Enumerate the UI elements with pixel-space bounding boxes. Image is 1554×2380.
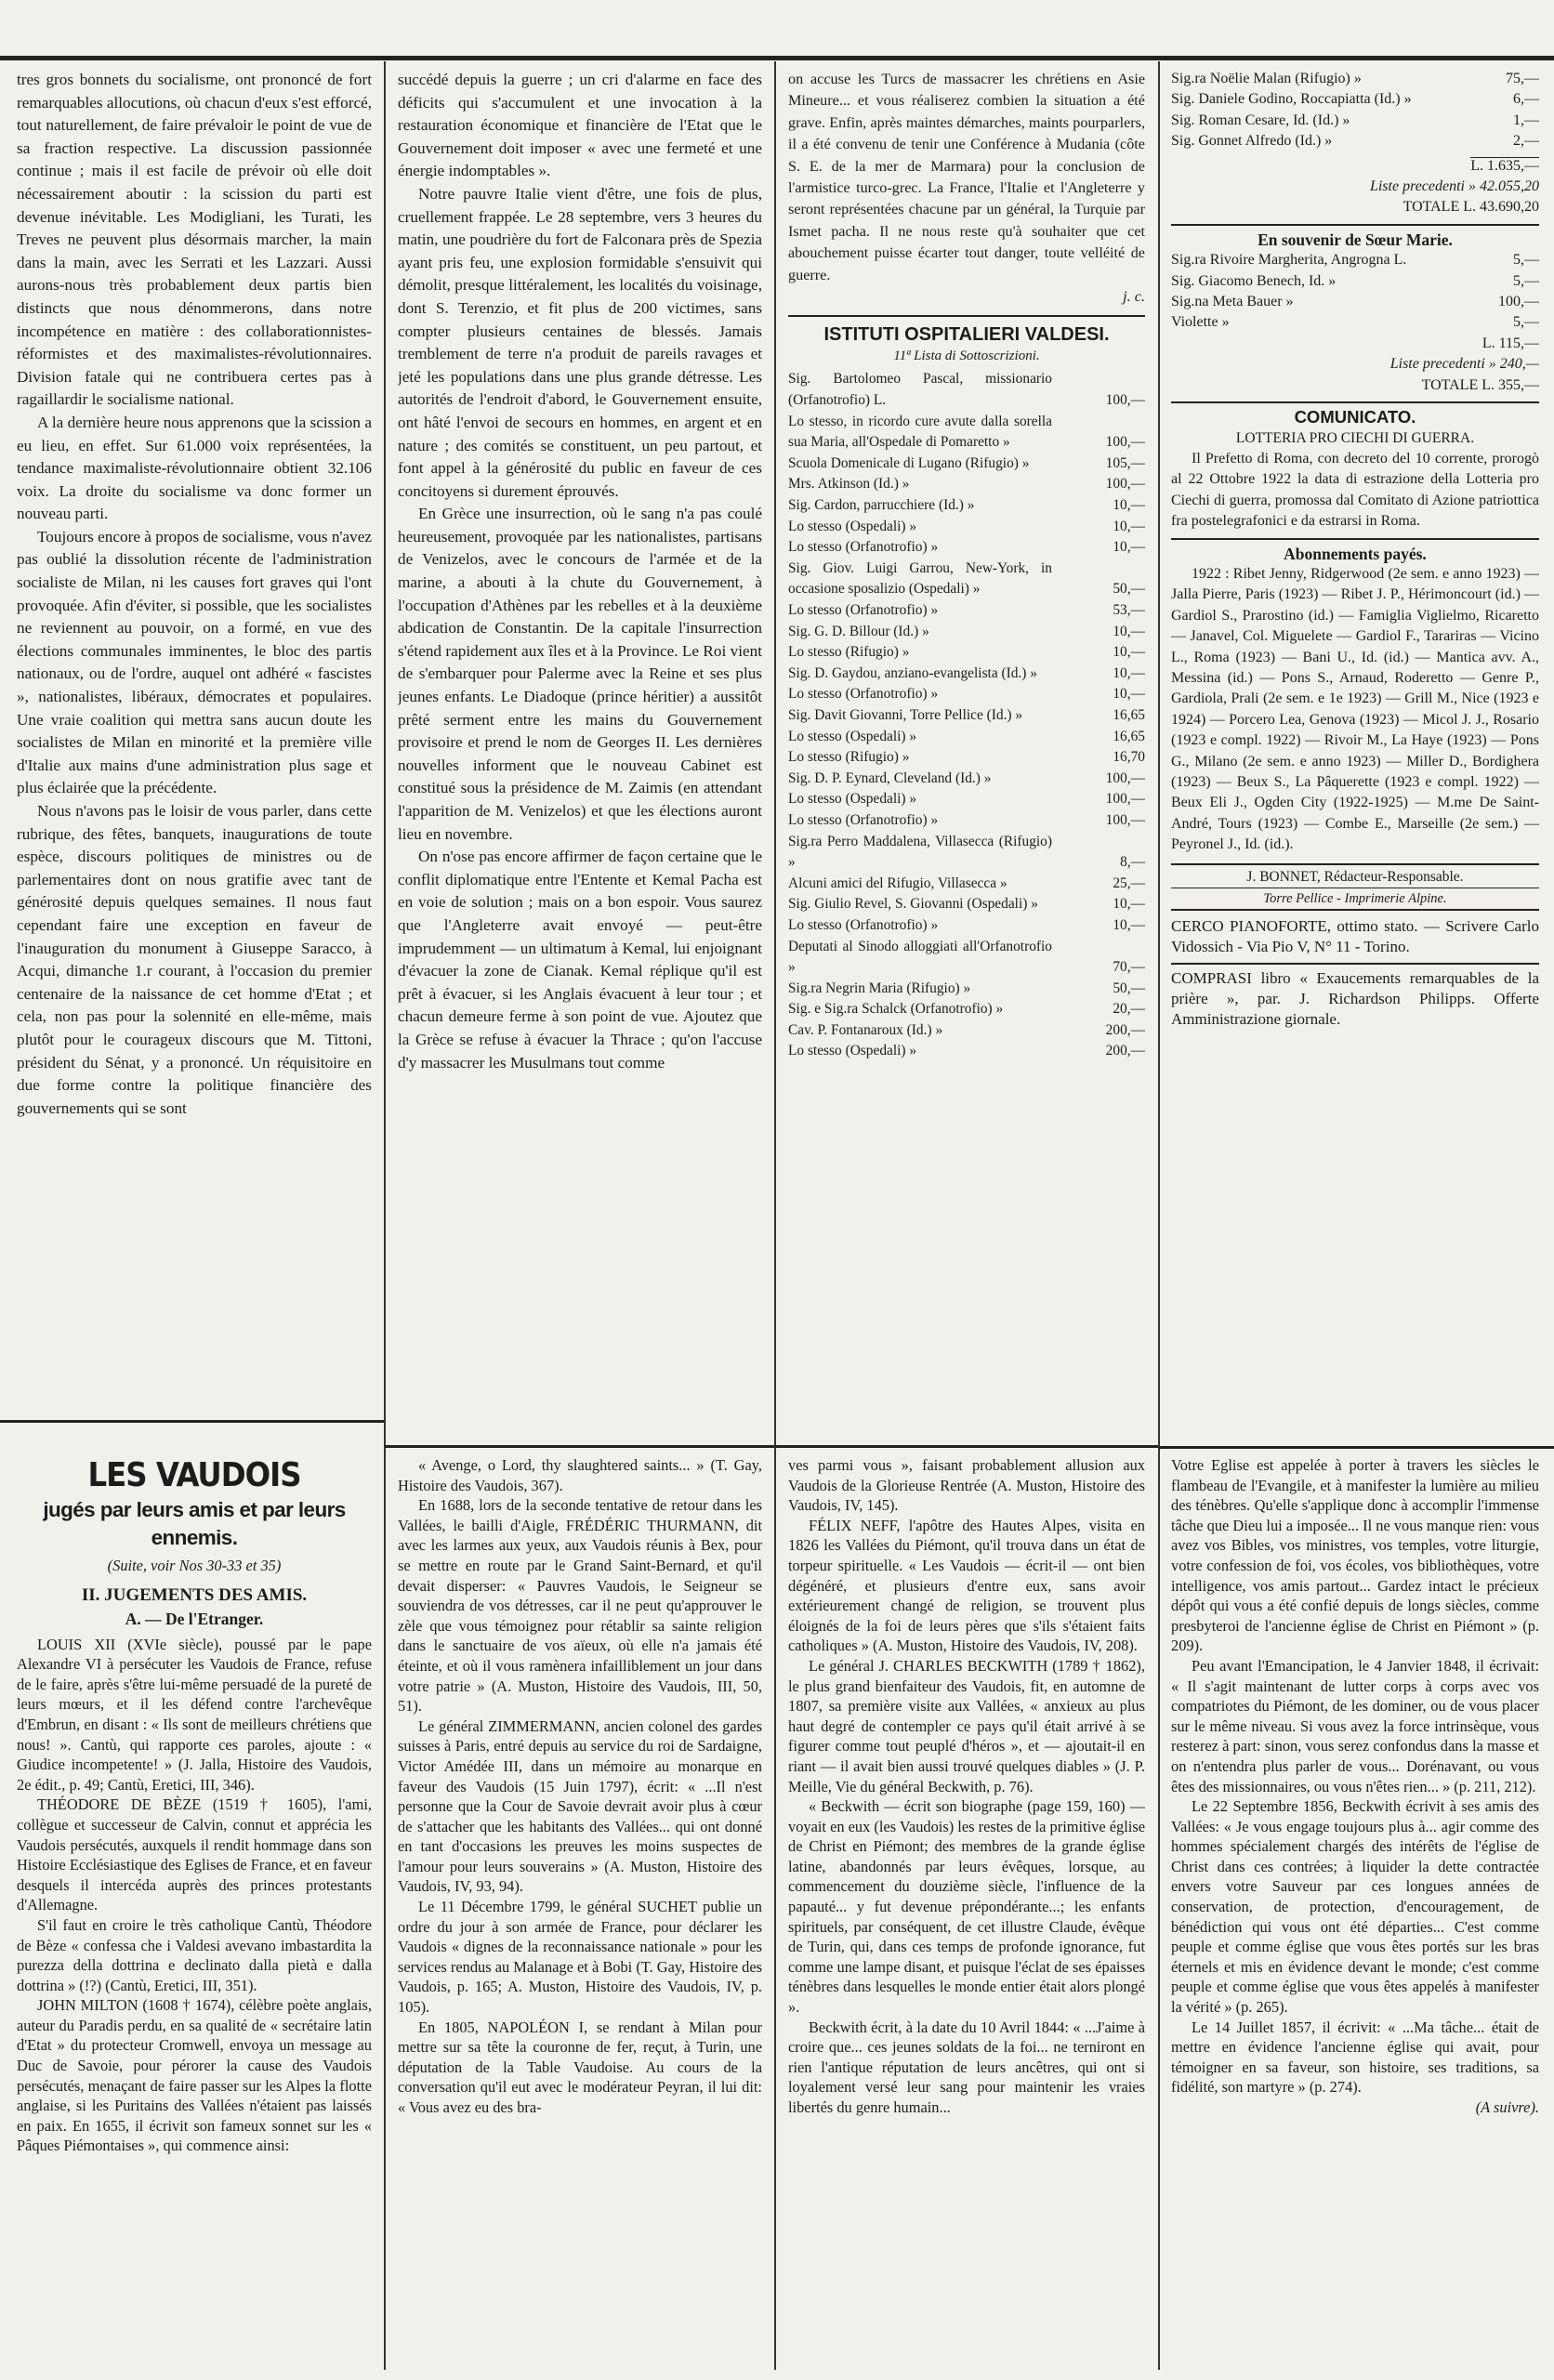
donation-list	[788, 369, 1145, 1062]
paragraph: FÉLIX NEFF, l'apôtre des Hautes Alpes, visita en 1826 les Vallées du Piémont, qu'il trouva dans un état de torpeur spirituelle. « Les Vaudois — écrit-il — ont bien dégénéré, et plusieurs d'entre eux, sans avoir extérieurement changé de religion, se trouvent plus éloignés de la foi de leurs pères que s'ils s'étaient faits catholiques » (A. Muston, Histoire des Vaudois, IV, 208).	[788, 1516, 1145, 1655]
column-rule	[774, 61, 776, 1455]
donation-amount: 75,—	[1506, 71, 1539, 86]
total-value: 43.690,20	[1480, 199, 1539, 216]
donor-name: Sig. Giov. Luigi Garrou, New-York, in occasione sposalizio (Ospedali) »	[788, 559, 1052, 598]
vaudois-column-1	[17, 1455, 372, 2366]
donor-name: Deputati al Sinodo alloggiati all'Orfanotrofio »	[788, 938, 1052, 976]
vaudois-column-2	[398, 1455, 762, 2366]
section-rule	[1159, 1446, 1554, 1449]
paragraph: Peu avant l'Emancipation, le 4 Janvier 1848, il écrivait: « Il s'agit maintenant de lutter corps à corps avec vos compatriotes du Piémont, de les dominer, ou de vous placer sur le même niveau. Si vous avez la force intrinsèque, vous resterez à part: sinon, vous serez confondus dans la masse et on n'entendra plus parler de vous... Dorénavant, ou vous êtes des missionnaires, ou vous n'êtes rien... » (p. 211, 212).	[1171, 1656, 1539, 1795]
vaudois-subtitle: jugés par leurs amis et par leurs ennemis.	[43, 1498, 346, 1549]
donor-name: Cav. P. Fontanaroux (Id.) »	[788, 1021, 943, 1038]
donation-row	[788, 622, 1145, 643]
donation-amount: 5,—	[1513, 314, 1539, 331]
previous-value: 240,—	[1499, 356, 1539, 373]
donor-name: Sig. Davit Giovanni, Torre Pellice (Id.) »	[788, 706, 1023, 723]
column-rule	[1158, 61, 1160, 1455]
donor-name: Sig. Daniele Godino, Roccapiatta (Id.) »	[1171, 91, 1412, 108]
donation-row	[788, 894, 1145, 915]
donation-amount: 20,—	[1113, 1001, 1145, 1018]
istituti-subtitle: 11ª Lista di Sottoscrizioni.	[893, 348, 1040, 364]
donation-amount: 105,—	[1105, 454, 1145, 471]
donor-name: Sig.ra Perro Maddalena, Villasecca (Rifugio) »	[788, 833, 1052, 871]
donation-amount: 10,—	[1113, 518, 1145, 534]
donor-name: Sig.ra Noëlie Malan (Rifugio) »	[1171, 71, 1362, 86]
donor-name: Sig.ra Rivoire Margherita, Angrogna L.	[1171, 252, 1407, 269]
donation-row	[788, 559, 1145, 600]
paragraph: THÉODORE DE BÈZE (1519 † 1605), l'ami, collègue et successeur de Calvin, connut et apprécia les Vaudois persécutés, auxquels il rendit hommage dans son Histoire Ecclésiastique des Eglises de France, et en faveur desquels il intercéda auprès des princes protestants d'Allemagne.	[17, 1795, 372, 1914]
donation-amount: 6,—	[1513, 91, 1539, 108]
donation-amount: 200,—	[1105, 1021, 1145, 1038]
donor-name: Lo stesso (Orfanotrofio) »	[788, 686, 939, 703]
donor-name: Sig. D. Gaydou, anziano-evangelista (Id.) »	[788, 664, 1037, 681]
printer-line: Torre Pellice - Imprimerie Alpine.	[1171, 888, 1539, 911]
paragraph: Le 11 Décembre 1799, le général SUCHET publie un ordre du jour à son armée de France, pour déclarer les Vaudois « dignes de la reconnaissance nationale » pour les services rendus au Malanage et à Bobi (T. Gay, Histoire des Vaudois, p. 165; A. Muston, Histoire des Vaudois, IV, p. 105).	[398, 1898, 762, 2017]
donation-row	[788, 1020, 1145, 1042]
donation-amount: 8,—	[1120, 854, 1145, 871]
donation-row	[1171, 111, 1539, 131]
donor-name: Lo stesso (Rifugio) »	[788, 644, 910, 661]
paragraph: Le général J. CHARLES BECKWITH (1789 † 1862), le plus grand bienfaiteur des Vaudois, fit, en automne de 1807, sa première visite aux Vallées, « anxieux au plus haut degré de contempler ce pays qu'il était arrivé à se figurer comme tout peuplé d'héros », et — ajoutait-il en riant — il avait bien aussi trouvé quelques diables » (J. P. Meille, Vie du général Beckwith, p. 76).	[788, 1656, 1145, 1795]
donation-amount: 100,—	[1105, 434, 1145, 451]
donation-amount: 10,—	[1113, 664, 1145, 681]
total-label: TOTALE L.	[1403, 199, 1476, 216]
donation-amount: 100,—	[1498, 294, 1539, 310]
donation-row	[788, 747, 1145, 769]
donation-row	[1171, 312, 1539, 333]
donation-row	[788, 600, 1145, 622]
donation-row	[788, 832, 1145, 874]
top-rule	[0, 56, 1554, 60]
donation-amount: 25,—	[1113, 874, 1145, 891]
donation-amount: 10,—	[1113, 644, 1145, 661]
previous-value: 42.055,20	[1480, 178, 1539, 195]
total-label: TOTALE L.	[1421, 376, 1495, 393]
donation-amount: 5,—	[1513, 252, 1539, 269]
donor-name: Alcuni amici del Rifugio, Villasecca »	[788, 874, 1007, 891]
donation-row	[788, 874, 1145, 895]
donation-row	[788, 684, 1145, 705]
donation-amount: 10,—	[1113, 896, 1145, 913]
abonnements-text: 1922 : Ribet Jenny, Ridgerwood (2e sem. e anno 1923) — Jalla Pierre, Paris (1923) — Ribet J. P., Hérimoncourt (id.) — Gardiol S., Prarostino (id.) — Famiglia Viglielmo, Ricaretto — Janavel, Col. Miguelete — Gardiol F., Tarariras — Vicino L., Roma (1923) — Bani U., Id. (id.) — Mantica avv. A., Messina (id.) — Pons S., Arnaud, Roderetto — Genre P., Gardiola, Prali (2e sem. e 1e 1923) — Grill M., Nice (1923 e 1924) — Porcero Lea, Genova (1923) — Micol J. J., Rosario (1923 e compl. 1922) — Rivoir M., La Haye (1923) — Pons G., Milano (2e sem. e anno 1923) — Miller D., Bordighera (1923) — Beux S., La Pâquerette (1923 e compl. 1922) — Beux Eli J., Ogden City (1922-1925) — M.me De Saint-André, Tours (1923) — Combe E., Marseille (2e sem.) — Peyronel J., Id. (id.).	[1171, 565, 1539, 853]
donation-amount: 10,—	[1113, 686, 1145, 703]
donor-name: Violette »	[1171, 314, 1230, 331]
donation-amount: 10,—	[1113, 497, 1145, 514]
donation-list	[1171, 69, 1539, 152]
donor-name: Sig. Gonnet Alfredo (Id.) »	[1171, 133, 1333, 150]
paragraph: Le général ZIMMERMANN, ancien colonel des gardes suisses à Paris, entré depuis au service du roi de Sardaigne, Victor Amédée III, dans un mémoire au monarque en faveur des Vaudois (15 Juin 1797), écrit: « ...Il n'est personne que la Cour de Savoie devrait avoir plus à cœur de s'attacher que les habitants des Vallées... qui ont donné en tant d'occasions les preuves les moins suspectes de l'amour pour leurs souverains » (A. Muston, Histoire des Vaudois, IV, 93, 94).	[398, 1716, 762, 1896]
news-column-2	[398, 69, 762, 1442]
donor-name: Lo stesso (Orfanotrofio) »	[788, 916, 939, 933]
column-rule	[384, 1450, 386, 2370]
subtotal: L. 1.635,—	[1470, 157, 1539, 174]
news-column-4	[1171, 69, 1539, 1442]
donor-name: Sig.ra Negrin Maria (Rifugio) »	[788, 980, 971, 996]
donor-name: Lo stesso (Ospedali) »	[788, 518, 917, 534]
donation-row	[788, 517, 1145, 538]
abonnements-title: Abonnements payés.	[1284, 544, 1427, 563]
section-heading: II. JUGEMENTS DES AMIS.	[81, 1584, 308, 1605]
column-rule	[774, 1450, 776, 2370]
donation-row	[1171, 292, 1539, 312]
donation-row	[788, 454, 1145, 475]
donation-row	[788, 642, 1145, 664]
donor-name: Sig. Bartolomeo Pascal, missionario (Orfanotrofio) L.	[788, 371, 1052, 409]
donor-name: Lo stesso (Orfanotrofio) »	[788, 811, 939, 828]
section-rule	[775, 1445, 1158, 1448]
donation-row	[1171, 250, 1539, 270]
donation-amount: 200,—	[1105, 1043, 1145, 1059]
paragraph: Nous n'avons pas le loisir de vous parler, dans cette rubrique, des fêtes, banquets, inaugurations de toute espèce, discours politiques de ministres ou de parlementaires dont on nous gratifie avec tant de générosité depuis quelques semaines. Il nous faut cependant faire une exception en faveur de l'inauguration du monument à Giuseppe Saracco, à Acqui, dimanche 1.r courant, à l'occasion du premier centenaire de la naissance de cet homme d'Etat ; et cela, non pas pour la solennité en elle-même, mais plutôt pour le courageux discours que M. Tittoni, président du Sénat, y a prononcé. Un réquisitoire en due forme contre la politique financière des gouvernements qui se sont	[17, 802, 372, 1117]
donation-amount: 16,65	[1113, 728, 1145, 744]
donor-name: Sig. Giacomo Benech, Id. »	[1171, 272, 1337, 289]
donation-amount: 53,—	[1113, 602, 1145, 618]
paragraph: succédé depuis la guerre ; un cri d'alarme en face des déficits qui s'accumulent et une invocation à la restauration économique et financière de l'Etat que le Gouvernement doit imposer « avec une fermeté et une énergie indomptables ».	[398, 71, 762, 180]
book-ad: COMPRASI libro « Exaucements remarquables de la prière », par. J. Richardson Philipps. Offerte Amministrazione giornale.	[1171, 963, 1539, 1030]
istituti-title: ISTITUTI OSPITALIERI VALDESI.	[823, 324, 1110, 346]
piano-ad: CERCO PIANOFORTE, ottimo stato. — Scrivere Carlo Vidossich - Via Pio V, N° 11 - Torino.	[1171, 917, 1539, 956]
paragraph: tres gros bonnets du socialisme, ont prononcé de fort remarquables allocutions, où chacun d'eux s'est efforcé, tout naturellement, de faire prévaloir le point de vue de sa fraction respective. La discussion passionnée continue ; mais il est facile de prévoir où elle doit nécessairement aboutir : la scission du parti est devenue inévitable. Les Modigliani, les Turati, les Treves ne peuvent plus désormais marcher, la main dans la main, avec les Serrati et les Lazzari. Aussi aurons-nous très probablement deux partis bien distincts que nous dénommerons, dans notre incompétence en matière : des collaborationnistes-réformistes et des maximalistes-révolutionnaires. Division fatale qui ne contribuera certes pas à ragaillardir le socialisme national.	[17, 71, 372, 409]
column-rule	[384, 61, 386, 1455]
donation-amount: 1,—	[1513, 112, 1539, 128]
comunicato-subtitle: LOTTERIA PRO CIECHI DI GUERRA.	[1235, 429, 1475, 446]
donation-row	[788, 705, 1145, 727]
donation-amount: 2,—	[1513, 133, 1539, 150]
total-value: 355,—	[1498, 376, 1539, 393]
section-rule	[385, 1445, 774, 1448]
donation-amount: 100,—	[1105, 811, 1145, 828]
editor-line: J. BONNET, Rédacteur-Responsable.	[1246, 868, 1464, 885]
donation-amount: 50,—	[1113, 980, 1145, 996]
paragraph: Votre Eglise est appelée à porter à travers les siècles le flambeau de l'Evangile, et à manifester la lumière au milieu des ténèbres. Qu'elle s'applique donc à accomplir l'immense tâche que Dieu lui a imposée... Il ne vous manque rien: vous avez vos Bibles, vos ministres, vos temples, votre liturgie, votre confession de foi, vos écoles, vos bibliothèques, votre intelligence, vos amis partout... Gardez intact le précieux dépôt qui vous a été confié depuis de longs siècles, comme presbyteroi de l'ancienne église de Christ en Piémont » (p. 209).	[1171, 1456, 1539, 1655]
donation-row	[788, 537, 1145, 559]
paragraph: « Beckwith — écrit son biographe (page 159, 160) — voyait en eux (les Vaudois) les restes de la primitive église de Christ en Piémont; des membres de la grande église latine, abandonnés par leurs évêques, lorsque, au commencement du douzième siècle, l'influence de la papauté... y fut devenue prépondérante...; les enfants spirituels, par conséquent, de cet illustre Claude, évêque de Turin, qui, dans ces temps de profonde ignorance, fut comme une lampe disant, et puisque l'éclat de ses épaisses ténèbres dans lesquelles le monde entier était alors plongé ».	[788, 1797, 1145, 2017]
donor-name: Sig. Cardon, parrucchiere (Id.) »	[788, 497, 975, 514]
donor-name: Lo stesso (Ospedali) »	[788, 1043, 917, 1059]
donation-row	[788, 769, 1145, 790]
donor-name: Sig. Giulio Revel, S. Giovanni (Ospedali) »	[788, 896, 1038, 913]
donation-amount: 5,—	[1513, 272, 1539, 289]
donor-name: Sig.na Meta Bauer »	[1171, 294, 1294, 310]
donor-name: Lo stesso (Rifugio) »	[788, 749, 910, 766]
donation-amount: 100,—	[1105, 769, 1145, 786]
paragraph: on accuse les Turcs de massacrer les chrétiens en Asie Mineure... et vous réaliserez combien la situation a été grave. Enfin, après maintes démarches, maints pourparlers, il a été convenu de tenir une Conférence à Mudania (côte S. E. de la mer de Marmara) pour la conclusion de l'armistice turco-grec. La France, l'Italie et l'Angleterre y seront représentées chacune par un général, la Turquie par Ismet pacha. Il ne nous reste qu'à souhaiter que cet abouchement puisse écarter tout danger, toute velléité de guerre.	[788, 71, 1145, 283]
donation-row	[788, 727, 1145, 748]
news-column-1	[17, 69, 372, 1416]
vaudois-continuation: (Suite, voir Nos 30-33 et 35)	[107, 1557, 282, 1574]
section-rule	[0, 1420, 384, 1423]
donation-list	[1171, 250, 1539, 334]
paragraph: En 1805, NAPOLÉON I, se rendant à Milan pour mettre sur sa tête la couronne de fer, reçut, à Turin, une députation de la Table Vaudoise. Au cours de la conversation qu'il eut avec le modérateur Peyran, il lui dit: « Vous avez eu des bra-	[398, 2018, 762, 2116]
paragraph: Le 14 Juillet 1857, il écrivit: « ...Ma tâche... était de mettre en évidence l'ancienne église qui avait, pour témoigner en sa faveur, son histoire, ses traditions, sa fidélité, son martyre » (p. 274).	[1171, 2018, 1539, 2097]
donor-name: Lo stesso (Orfanotrofio) »	[788, 539, 939, 556]
column-rule	[1158, 1450, 1160, 2370]
donor-name: Lo stesso, in ricordo cure avute dalla sorella sua Maria, all'Ospedale di Pomaretto »	[788, 413, 1052, 451]
donation-row	[788, 1041, 1145, 1062]
donation-amount: 16,65	[1113, 706, 1145, 723]
donor-name: Sig. e Sig.ra Schalck (Orfanotrofio) »	[788, 1001, 1004, 1018]
donation-row	[1171, 69, 1539, 89]
paragraph: En Grèce une insurrection, où le sang n'a pas coulé heureusement, provoquée par les nationalistes, partisans de Venizelos, avec le concours de l'armée et de la marine, a abouti à la chute du Gouvernement, à l'occupation d'Athènes par les rebelles et à la deuxième abdication de Constantin. De la capitale l'insurrection s'étend rapidement aux îles et à la Province. Le Roi vient de s'embarquer pour Palerme avec la Reine et ses plus jeunes enfants. Le Diadoque (prince héritier) a aussitôt prêté serment entre les mains du Gouvernement provisoire et prend le nom de Georges II. Les dernières nouvelles informent que le nouveau Cabinet est constitué sous la présidence de M. Zaimis (en attendant l'apparition de M. Venizelos) et que les élections auront lieu en novembre.	[398, 505, 762, 843]
donation-row	[788, 474, 1145, 495]
paragraph: Notre pauvre Italie vient d'être, une fois de plus, cruellement frappée. Le 28 septembre, vers 3 heures du matin, une poudrière du fort de Falconara près de Spezia ayant pris feu, une explosion formidable s'ensuivit qui démolit, presque littéralement, les localités du voisinage, dont S. Terenzio, et fit plus de 200 victimes, sans compter plusieurs centaines de blessés. Jamais tremblement de terre n'a produit de pareils ravages et jeté les populations dans une plus grande détresse. Les autorités de l'endroit d'abord, le Gouvernement ensuite, ont hâté l'envoi de secours en hommes, en argent et en nature ; des comités se constituent, un peu partout, et font appel à la générosité du public en faveur de ces concitoyens si durement éprouvés.	[398, 184, 762, 500]
donation-row	[788, 999, 1145, 1020]
donation-amount: 10,—	[1113, 916, 1145, 933]
donor-name: Sig. G. D. Billour (Id.) »	[788, 623, 929, 639]
donation-row	[1171, 89, 1539, 110]
donation-amount: 70,—	[1113, 959, 1145, 976]
donation-amount: 10,—	[1113, 539, 1145, 556]
comunicato-title: COMUNICATO.	[1294, 407, 1416, 427]
donor-name: Mrs. Atkinson (Id.) »	[788, 476, 910, 493]
news-column-3	[788, 69, 1145, 1442]
paragraph: Beckwith écrit, à la date du 10 Avril 1844: « ...J'aime à croire que... ces jeunes soldats de la foi... ne terniront en rien l'antique réputation de leurs ancêtres, qui ont si loyalement versé leur sang pour maintenir les vraies libertés du genre humain...	[788, 2018, 1145, 2116]
paragraph: Le 22 Septembre 1856, Beckwith écrivit à ses amis des Vallées: « Je vous engage toujours plus à... agir comme des hommes spécialement chargés des intérêts de l'église de Christ dans ces contrées; à liquider la dette contractée envers votre Sauveur par ces longues années de conservation, de protection, d'encouragement, de bénédiction qui vous ont été départies... C'est comme peuple et comme église que vous êtes portés sur les bras éternels et mis en évidence devant le monde; c'est comme peuple et comme église que vous êtes appelés à manifester la vérité » (p. 265).	[1171, 1797, 1539, 2017]
donation-amount: 100,—	[1105, 392, 1145, 409]
donation-row	[788, 412, 1145, 454]
previous-label: Liste precedenti »	[1369, 178, 1476, 195]
vaudois-title: LES VAUDOIS	[87, 1456, 301, 1494]
donor-name: Sig. D. P. Eynard, Cleveland (Id.) »	[788, 769, 992, 786]
souvenir-title: En souvenir de Sœur Marie.	[1258, 230, 1453, 249]
donation-amount: 10,—	[1113, 623, 1145, 639]
paragraph: JOHN MILTON (1608 † 1674), célèbre poète anglais, auteur du Paradis perdu, en sa qualité de « secrétaire latin d'Etat » du protecteur Cromwell, envoya un message au Duc de Savoie, pour pérorer la cause des Vaudois persécutés, menaçant de faire passer sur les Alpes la flotte anglaise, si les Puritains des Vallées n'étaient pas laissés en paix. En 1655, il écrivit son fameux sonnet sur les « Pâques Piémontaises », qui commence ainsi:	[17, 1996, 372, 2155]
donation-row	[788, 495, 1145, 517]
vaudois-column-3	[788, 1455, 1145, 2366]
to-follow: (A suivre).	[1475, 2098, 1539, 2116]
vaudois-column-4	[1171, 1455, 1539, 2366]
donor-name: Sig. Roman Cesare, Id. (Id.) »	[1171, 112, 1350, 128]
previous-label: Liste precedenti »	[1389, 356, 1496, 373]
donation-amount: 16,70	[1113, 749, 1145, 766]
signature: j. c.	[1123, 288, 1145, 306]
subsection-heading: A. — De l'Etranger.	[125, 1609, 264, 1628]
paragraph: En 1688, lors de la seconde tentative de retour dans les Vallées, le bailli d'Aigle, FRÉDÉRIC THURMANN, dit avec les larmes aux yeux, aux Vaudois réunis à Bex, pour se mettre en route par le Grand Saint-Bernard, et qu'il devait disperser: « Pauvres Vaudois, le Seigneur se souviendra de vos détresses, car il ne peut qu'approuver le zèle que vous témoignez pour rétablir sa sainte religion dans le sanctuaire de vos aïeux, où elle n'a jamais été éteinte, et où il vous ramènera infailliblement un jour dans votre patrie » (A. Muston, Histoire des Vaudois, III, 50, 51).	[398, 1496, 762, 1716]
donation-row	[788, 664, 1145, 685]
donation-row	[788, 979, 1145, 1000]
donor-name: Lo stesso (Orfanotrofio) »	[788, 602, 939, 618]
comunicato-text: Il Prefetto di Roma, con decreto del 10 corrente, prorogò al 22 Ottobre 1922 la data di estrazione della Lotteria pro Ciechi di guerra, promossa dal Comitato di Azione patriottica fra postelegrafonici e da estrarsi in Roma.	[1171, 450, 1539, 530]
donation-row	[1171, 131, 1539, 151]
donation-row	[788, 789, 1145, 810]
paragraph: S'il faut en croire le très catholique Cantù, Théodore de Bèze « confessa che i Valdesi avevano imbastardita la purezza della dottrina e declinato dalla pietà e dalla dottrina » (!?) (Cantù, Eretici, III, 351).	[17, 1915, 372, 1994]
donor-name: Scuola Domenicale di Lugano (Rifugio) »	[788, 454, 1030, 471]
donation-amount: 50,—	[1113, 581, 1145, 598]
paragraph: LOUIS XII (XVIe siècle), poussé par le pape Alexandre VI à persécuter les Vaudois de France, refuse de le faire, après s'être lui-même persuadé de la pureté de leurs mœurs, et il les défend contre l'archevêque d'Embrun, en disant : « Ils sont de meilleurs chrétiens que nous! ». Cantù, qui rapporte ces paroles, ajoute : « Giudice incompetente! » (J. Jalla, Histoire des Vaudois, 2e édit., p. 49; Cantù, Eretici, III, 346).	[17, 1635, 372, 1794]
paragraph: Toujours encore à propos de socialisme, vous n'avez pas oublié la dissolution récente de l'administration socialiste de Milan, ni les causes fort graves qui l'ont provoquée. Afin d'éviter, si possible, que les socialistes ne reviennent au pouvoir, on a formé, en vue des élections communales imminentes, le bloc des partis nationaux, ou de l'ordre, auquel ont adhéré « fascistes », nationalistes, libéraux, démocrates et populaires. Une vraie coalition qui mettra sans aucun doute les socialistes de Milan en minorité et la première ville d'Italie aux mains d'une administration plus sage et plus éclairée que la précédente.	[17, 527, 372, 797]
donor-name: Lo stesso (Ospedali) »	[788, 728, 917, 744]
paragraph: On n'ose pas encore affirmer de façon certaine que le conflit diplomatique entre l'Entente et Kemal Pacha est en voie de solution ; mais on a bon espoir. Vous saurez que l'Angleterre avait envoyé — peut-être imprudemment — un ultimatum à Kemal, lui enjoignant d'évacuer la zone de Cianak. Kemal réplique qu'il est prêt à évacuer, si les Anglais évacuent à leur tour ; et chacun demeure ferme à son point de vue. Ajoutez que la Grèce se refuse à évacuer la Thrace ; qu'on l'accuse d'y massacrer les Musulmans tout comme	[398, 848, 762, 1072]
donation-amount: 100,—	[1105, 476, 1145, 493]
donation-row	[788, 937, 1145, 979]
donation-row	[1171, 271, 1539, 292]
donation-row	[788, 810, 1145, 832]
paragraph: A la dernière heure nous apprenons que la scission a eu lieu, en effet. Sur 61.000 voix représentées, la tendance maximaliste-révolutionnaire obtient 32.106 voix. La droite du socialisme va donc former un nouveau parti.	[17, 413, 372, 523]
donation-amount: 100,—	[1105, 791, 1145, 808]
donation-row	[788, 915, 1145, 937]
paragraph: « Avenge, o Lord, thy slaughtered saints... » (T. Gay, Histoire des Vaudois, 367).	[398, 1456, 762, 1494]
donation-row	[788, 369, 1145, 411]
paragraph: ves parmi vous », faisant probablement allusion aux Vaudois de la Glorieuse Rentrée (A. Muston, Histoire des Vaudois, IV, 145).	[788, 1456, 1145, 1515]
donor-name: Lo stesso (Ospedali) »	[788, 791, 917, 808]
subtotal: L. 115,—	[1482, 335, 1539, 351]
